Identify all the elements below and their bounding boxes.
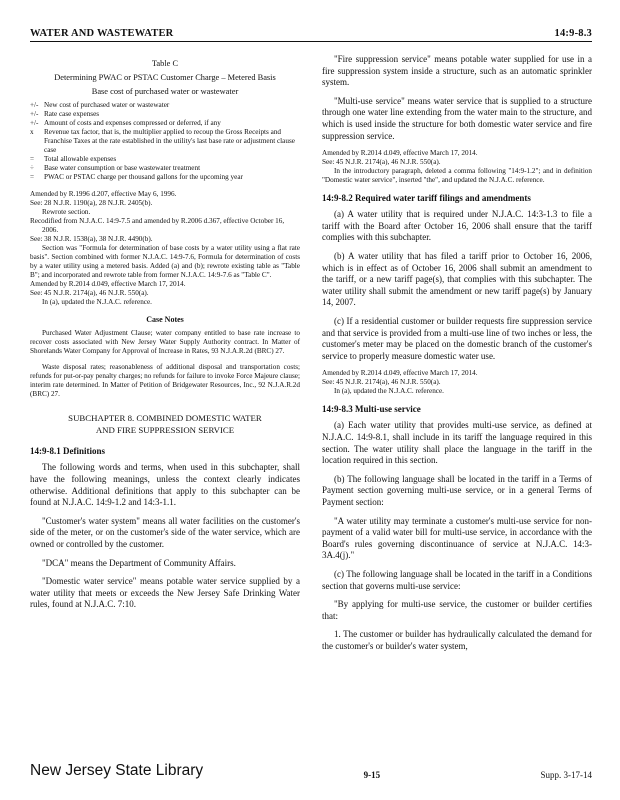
history-line: Amended by R.2014 d.049, effective March 17, 2014. — [322, 369, 478, 378]
numbered-item: 1. The customer or builder has hydraulically calculated the demand for the customer's or builder's water system, — [322, 629, 592, 651]
formula-term: Revenue tax factor, that is, the multiplier applied to recoup the Gross Receipts and Franchise Taxes at the rate established in the utility's last base rate or adjustment clause case — [44, 128, 295, 155]
left-column — [30, 54, 300, 660]
formula-term: Rate case expenses — [44, 110, 100, 119]
formula-operator: +/- — [30, 110, 39, 119]
paragraph: "Fire suppression service" means potable water supplied for use in a fire suppression system inside a structure, such as an automatic sprinkler system. — [322, 54, 592, 88]
case-note: Purchased Water Adjustment Clause; water company entitled to base rate increase to recover costs associated with New Jersey Water Supply Authority contract. In Matter of Shorelands Water Company for Approval of Increase in Rates, 93 N.J.A.R.2d (BRC) 27. — [30, 329, 300, 356]
case-notes-heading: Case Notes — [146, 315, 184, 325]
paragraph: "Domestic water service" means potable water service supplied by a water utility that meets or exceeds the New Jersey Safe Drinking Water rules, found at N.J.A.C. 7:10. — [30, 576, 300, 610]
formula-term: Total allowable expenses — [44, 155, 117, 164]
library-watermark: New Jersey State Library — [30, 762, 204, 779]
section-heading-multi-use: 14:9-8.3 Multi-use service — [322, 404, 421, 415]
formula-term: Base water consumption or base wastewater treatment — [44, 164, 201, 173]
formula-operator: ÷ — [30, 164, 34, 173]
quoted-paragraph: "A water utility may terminate a customer's multi-use service for non-payment of a valid water bill for multi-use service, in accordance with the Board's rules governing discontinuance of service at N.J.A.C. 14:3-3A.4(j)." — [322, 515, 592, 561]
two-column-body — [30, 54, 592, 660]
formula-row — [30, 101, 300, 110]
subchapter-heading — [30, 413, 300, 436]
history-note — [322, 369, 592, 396]
paragraph: (b) The following language shall be located in the tariff in a Terms of Payment section governing multi-use service, or in a general Terms of Payment section: — [322, 473, 592, 508]
formula-row — [30, 119, 300, 128]
header-section-number: 14:9-8.3 — [554, 28, 592, 39]
paragraph: (c) The following language shall be located in the tariff in a Conditions section that governs multi-use service: — [322, 569, 592, 591]
formula-term: New cost of purchased water or wastewater — [44, 101, 170, 110]
history-line: In (a), updated the N.J.A.C. reference. — [334, 387, 444, 396]
page-footer — [30, 762, 592, 780]
paragraph: (a) A water utility that is required under N.J.A.C. 14:3-1.3 to file a tariff with the Board after October 16, 2006 shall ensure that the tariff complies with this subchapter. — [322, 209, 592, 243]
subchapter-heading-line: SUBCHAPTER 8. COMBINED DOMESTIC WATER — [68, 413, 262, 424]
formula-row — [30, 173, 300, 182]
history-line: See: 45 N.J.R. 2174(a), 46 N.J.R. 550(a). — [30, 289, 149, 298]
history-line: See: 45 N.J.R. 2174(a), 46 N.J.R. 550(a). — [322, 158, 441, 167]
table-formula — [30, 101, 300, 182]
formula-term: Amount of costs and expenses compressed or deferred, if any — [44, 119, 221, 128]
section-heading-definitions: 14:9-8.1 Definitions — [30, 446, 105, 457]
formula-row — [30, 164, 300, 173]
formula-operator: +/- — [30, 119, 39, 128]
history-line: Amended by R.2014 d.049, effective March 17, 2014. — [30, 280, 186, 289]
history-note — [322, 149, 592, 185]
table-subtitle: Base cost of purchased water or wastewater — [91, 87, 239, 97]
paragraph: (c) If a residential customer or builder requests fire suppression service and that service is provided from a multi-use line of two inches or less, the customer's meter may be placed on the domestic branch of the customer's service to properly measure domestic water use. — [322, 316, 592, 361]
paragraph: "Customer's water system" means all water facilities on the customer's side of the meter, or on the customer's side of the water service, which are owned or controlled by the customer. — [30, 515, 300, 550]
header-title: WATER AND WASTEWATER — [30, 28, 174, 39]
formula-row — [30, 128, 300, 155]
history-line: In the introductory paragraph, deleted a comma following "14:9-1.2"; and in definition "Domestic water service", inserted "the", and updated the N.J.A.C. reference. — [322, 167, 592, 185]
running-header — [30, 28, 592, 42]
subchapter-heading-line: AND FIRE SUPPRESSION SERVICE — [95, 424, 235, 435]
paragraph: (b) A water utility that has filed a tariff prior to October 16, 2006, which is in effect as of October 16, 2006 shall submit an amendment to the tariff, or a new tariff page(s), that complies with this subchapter. The water utility shall submit the amendment or new tariff page(s) by January 14, 2007. — [322, 251, 592, 308]
history-line: In (a), updated the N.J.A.C. reference. — [42, 298, 152, 307]
formula-term: PWAC or PSTAC charge per thousand gallons for the upcoming year — [44, 173, 243, 182]
document-page — [30, 28, 592, 780]
paragraph: "DCA" means the Department of Community Affairs. — [42, 557, 236, 568]
history-line: Amended by R.2014 d.049, effective March 17, 2014. — [322, 149, 478, 158]
history-line: Recodified from N.J.A.C. 14:9-7.5 and amended by R.2006 d.367, effective October 16, 2006. — [30, 217, 285, 235]
history-line: See: 38 N.J.R. 1538(a), 38 N.J.R. 4490(b). — [30, 235, 153, 244]
case-note: Waste disposal rates; reasonableness of additional disposal and transportation costs; refunds for put-or-pay penalty charges; no refunds for failure to invoke Force Majeure clause; interim rate determined. In Matter of Petition of Bridgewater Resources, Inc., 92 N.J.A.R.2d (BRC) 27. — [30, 363, 300, 399]
history-line: Section was "Formula for determination of base costs by a water utility using a flat rate basis". Section combined with former N.J.A.C. 14:9-7.6, Formula for determination of costs by a water utility using a metered basis. Added (a) and (b); rewrote existing table as "Table B"; and incorporated and rewrote table from former N.J.A.C. 14:9-7.6 as "Table C". — [30, 244, 300, 280]
paragraph: (a) Each water utility that provides multi-use service, as defined at N.J.A.C. 14:9-8.1, shall include in its tariff the language required in this section. The water utility shall place the language in the tariff in the location required in this section. — [322, 420, 592, 466]
formula-operator: = — [30, 155, 35, 164]
history-line: Amended by R.1996 d.207, effective May 6, 1996. — [30, 190, 177, 199]
history-line: See: 28 N.J.R. 1190(a), 28 N.J.R. 2405(b). — [30, 199, 153, 208]
page-number: 9-15 — [363, 770, 381, 780]
formula-operator: = — [30, 173, 35, 182]
section-heading-tariff-filings: 14:9-8.2 Required water tariff filings and amendments — [322, 193, 531, 204]
history-line: Rewrote section. — [42, 208, 91, 217]
table-caption: Determining PWAC or PSTAC Customer Charge – Metered Basis — [54, 73, 276, 83]
history-note — [30, 190, 300, 307]
table-title: Table C — [151, 59, 179, 68]
right-column — [322, 54, 592, 660]
formula-row — [30, 155, 300, 164]
paragraph: "Multi-use service" means water service that is supplied to a structure through one water line extending from the water main to the structure, and which is used inside the structure for both domestic water service and fire suppression service. — [322, 95, 592, 141]
formula-operator: +/- — [30, 101, 39, 110]
quoted-paragraph: "By applying for multi-use service, the customer or builder certifies that: — [322, 599, 592, 621]
history-line: See: 45 N.J.R. 2174(a), 46 N.J.R. 550(a). — [322, 378, 441, 387]
supplement-date: Supp. 3-17-14 — [540, 770, 592, 780]
formula-row — [30, 110, 300, 119]
paragraph: The following words and terms, when used in this subchapter, shall have the following meanings, unless the context clearly indicates otherwise. Additional definitions that apply to this subchapter can be found at N.J.A.C. 14:9-1.2 and 14:3-1.1. — [30, 462, 300, 508]
formula-operator: x — [30, 128, 34, 137]
